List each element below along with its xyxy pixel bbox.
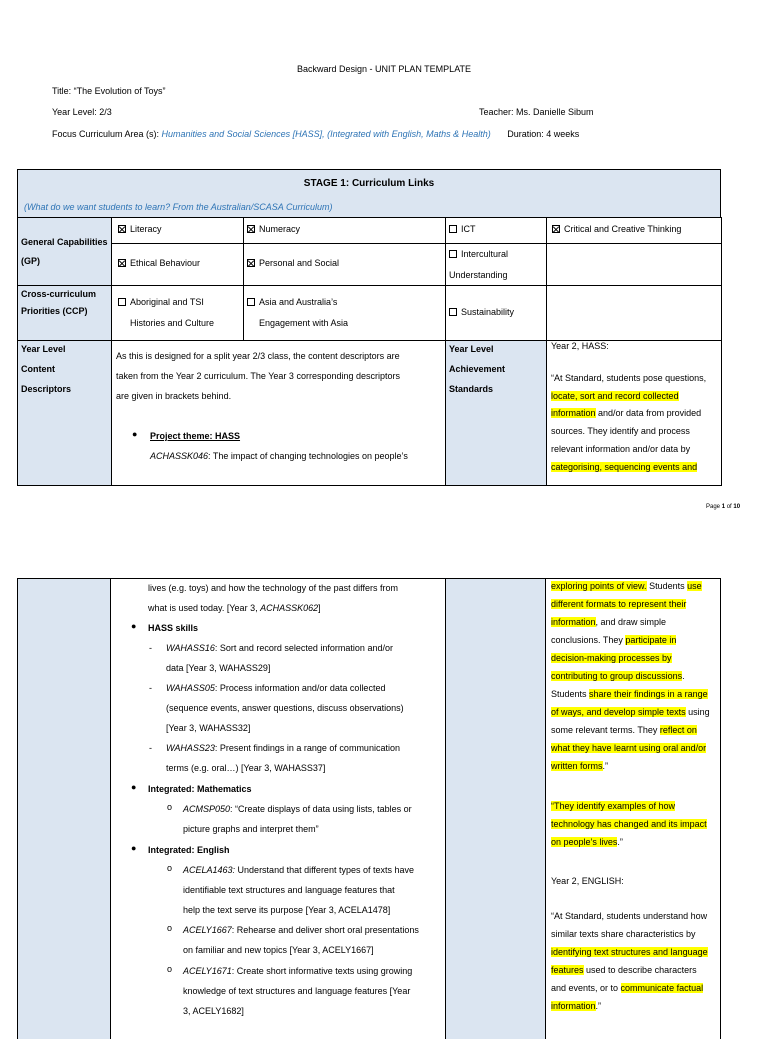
gp-critical-label: Critical and Creative Thinking [564,224,682,234]
circle-bullet-icon: o [167,964,173,974]
ylas-label [446,341,547,486]
std-highlight: different formats to represent their [551,599,687,609]
std-highlight: participate in [625,635,677,645]
bullet-icon: ● [132,429,138,439]
focus-value: Humanities and Social Sciences [HASS], (Integrated with English, Maths & Health) [161,129,491,139]
std-line: relevant information and/or data by [551,444,691,454]
ylcd-line3: Descriptors [21,384,72,394]
std-text: .” [602,761,609,771]
stage-header [17,169,721,217]
std-highlight: what they have learnt using oral and/or [551,743,707,753]
achassk-line [150,451,408,461]
page-total: 10 [733,504,741,510]
content-line: picture graphs and interpret them” [183,824,319,834]
content-line [166,683,385,693]
bullet-icon: ● [131,843,137,853]
ccp-atsi-label: Aboriginal and TSI [130,297,204,307]
ylcd-label [18,341,112,486]
std-highlight: communicate factual [620,983,704,993]
unit-title: Title: “The Evolution of Toys” [52,86,166,96]
content-code: ACELY1671 [183,966,232,976]
content-code: WAHASS16 [166,643,215,653]
ccp-empty [547,286,722,341]
content-line: As this is designed for a split year 2/3 class, the content descriptors are [116,351,400,361]
gp-personal[interactable] [244,244,446,286]
dash-icon: - [149,683,152,693]
std-highlight: technology has changed and its impact [551,819,707,829]
focus-area [52,129,579,139]
std-line [551,391,679,401]
std-text: conclusions. They [551,635,626,645]
content-code: WAHASS05 [166,683,215,693]
content-line [183,865,414,875]
content-code: ACELY1667 [183,925,232,935]
page-label: Page [706,504,721,510]
std-line [551,1001,601,1011]
content-line: help the text serve its purpose [Year 3, ACELA1478] [183,905,391,915]
gp-ethical[interactable] [112,244,244,286]
gp-label-line2: (GP) [21,256,40,266]
achassk-code: ACHASSK046 [150,451,209,461]
std-line: “At Standard, students pose questions, [551,373,707,383]
content-line: (sequence events, answer questions, discuss observations) [166,703,404,713]
gp-numeracy-label: Numeracy [259,224,301,234]
content-text: : Create short informative texts using growing [231,966,413,976]
std-highlight: identifying text structures and language [551,947,708,957]
ccp-asia[interactable] [244,286,446,341]
std-highlight: on people’s lives [551,837,618,847]
std-line [551,965,697,975]
hass-skills-heading: HASS skills [148,623,199,633]
dash-icon: - [149,643,152,653]
unchecked-box-icon[interactable] [247,298,255,306]
content-line [183,966,412,976]
content-text: what is used today. [Year 3, [148,603,261,613]
std-highlight: information [551,617,596,627]
gp-label-line1: General Capabilities [21,237,108,247]
content-text: : Sort and record selected information and/or [214,643,393,653]
unchecked-box-icon[interactable] [449,250,457,258]
duration: Duration: 4 weeks [507,129,580,139]
std-highlight: features [551,965,584,975]
content-line [183,804,412,814]
ylas-label-continued [445,579,546,1039]
circle-bullet-icon: o [167,923,173,933]
std-highlight: exploring points of view. [551,581,647,591]
std-highlight: locate, sort and record collected [551,391,679,401]
std-highlight: reflect on [659,725,697,735]
content-line [166,743,400,753]
gp-ethical-label: Ethical Behaviour [130,258,201,268]
content-code: ACHASSK062 [260,603,319,613]
std-text: . [682,671,685,681]
std-highlight: information [551,408,596,418]
bullet-icon: ● [131,782,137,792]
gp-literacy[interactable] [112,218,244,244]
std-line [551,947,708,957]
content-text: ] [318,603,321,613]
std-text: and/or data from provided [595,408,702,418]
std-line [551,408,701,418]
ylas-line3: Standards [449,384,494,394]
achassk-text: : The impact of changing technologies on people’s [208,451,408,461]
document-title: Backward Design - UNIT PLAN TEMPLATE [296,64,472,74]
gp-literacy-label: Literacy [130,224,162,234]
std-line [551,617,666,627]
content-line: are given in brackets behind. [116,391,232,401]
continued-table [17,578,721,1039]
content-text: : Rehearse and deliver short oral presentations [231,925,419,935]
ccp-label-line2: Priorities (CCP) [21,306,88,316]
gp-ict-label: ICT [461,224,476,234]
std-highlight: written forms [551,761,603,771]
page-of: of [726,504,732,510]
std-text: .” [617,837,623,847]
ccp-label-line1: Cross-curriculum [21,289,97,299]
content-code: ACELA1463: [183,865,236,875]
content-line: terms (e.g. oral…) [Year 3, WAHASS37] [166,763,326,773]
content-text: : “Create displays of data using lists, tables or [230,804,412,814]
content-line [148,603,321,613]
content-line: lives (e.g. toys) and how the technology of the past differs from [148,583,398,593]
content-line: [Year 3, WAHASS32] [166,723,251,733]
std-text: , and draw simple [595,617,667,627]
ccp-asia-label: Asia and Australia’s [259,297,338,307]
std-line [551,671,685,681]
content-line: on familiar and new topics [Year 3, ACELY1667] [183,945,374,955]
std-text: .” [595,1001,602,1011]
std-text: some relevant terms. They [551,725,660,735]
stage-title: STAGE 1: Curriculum Links [303,178,435,189]
std-text: used to describe characters [583,965,697,975]
english-standard-head: Year 2, ENGLISH: [551,876,624,886]
teacher-name: Teacher: Ms. Danielle Sibum [479,107,594,117]
std-highlight: contributing to group discussions [551,671,683,681]
checked-box-icon[interactable] [552,225,560,233]
ccp-asia-label-2: Engagement with Asia [259,318,349,328]
std-line [551,725,697,735]
bullet-icon: ● [131,621,137,631]
content-line: data [Year 3, WAHASS29] [166,663,271,673]
ylcd-label-continued [17,579,111,1039]
gp-ict[interactable] [446,218,547,244]
std-line [551,983,703,993]
project-theme: Project theme: HASS [150,431,241,441]
content-line [183,925,419,935]
std-line [551,707,710,717]
gp-critical[interactable] [547,218,722,244]
std-line: sources. They identify and process [551,426,690,436]
std-line [551,599,686,609]
std-line [551,581,702,591]
ccp-sustain[interactable] [446,286,547,341]
gp-intercultural-label-2: Understanding [449,270,508,280]
std-line: “At Standard, students understand how [551,911,708,921]
checked-box-icon[interactable] [247,259,255,267]
content-line: taken from the Year 2 curriculum. The Year 3 corresponding descriptors [116,371,400,381]
std-head: Year 2, HASS: [551,341,609,351]
circle-bullet-icon: o [167,802,173,812]
std-highlight: information [551,1001,596,1011]
std-line [551,689,708,699]
content-line: knowledge of text structures and language features [Year [183,986,411,996]
content-text: : Process information and/or data collected [214,683,386,693]
stage-subtitle: (What do we want students to learn? From the Australian/SCASA Curriculum) [24,202,333,212]
content-text: : Present findings in a range of communication [214,743,400,753]
table-right-border [720,579,721,1039]
std-text: Students [551,689,590,699]
content-text: Understand that different types of texts have [235,865,414,875]
checked-box-icon[interactable] [118,259,126,267]
ylcd-line2: Content [21,364,55,374]
std-highlight: of ways, and develop simple texts [551,707,686,717]
content-descriptors [112,341,446,486]
checked-box-icon[interactable] [118,225,126,233]
content-code: ACMSP050 [183,804,231,814]
unchecked-box-icon[interactable] [449,308,457,316]
std-highlight: share their findings in a range [589,689,708,699]
achievement-standards [547,341,722,486]
std-highlight: “They identify examples of how [551,801,676,811]
ccp-atsi-label-2: Histories and Culture [130,318,215,328]
checked-box-icon[interactable] [247,225,255,233]
ylas-line1: Year Level [449,344,494,354]
std-highlight: decision-making processes by [551,653,672,663]
std-line [551,761,608,771]
std-line [551,837,623,847]
ylas-line2: Achievement [449,364,506,374]
std-text: using [685,707,710,717]
english-heading: Integrated: English [148,845,230,855]
std-text: Students [646,581,688,591]
gp-empty [547,244,722,286]
curriculum-table [17,217,722,486]
std-line [551,653,672,663]
std-line [551,635,676,645]
std-line [551,743,706,753]
unchecked-box-icon[interactable] [449,225,457,233]
year-level: Year Level: 2/3 [52,107,112,117]
ccp-atsi[interactable] [112,286,244,341]
ccp-label [18,286,112,341]
content-line [166,643,393,653]
page-current: 1 [721,504,726,510]
std-highlight: categorising, sequencing events and [551,462,698,472]
content-code: WAHASS23 [166,743,215,753]
focus-label: Focus Curriculum Area (s): [52,129,160,139]
content-line: 3, ACELY1682] [183,1006,244,1016]
std-line [551,462,697,472]
page-number [706,504,740,510]
std-line [551,801,675,811]
gp-label [18,218,112,286]
content-line: identifiable text structures and language features that [183,885,395,895]
circle-bullet-icon: o [167,863,173,873]
gp-intercultural-label: Intercultural [461,249,509,259]
dash-icon: - [149,743,152,753]
ccp-sustain-label: Sustainability [461,307,515,317]
std-line [551,819,707,829]
gp-numeracy[interactable] [244,218,446,244]
std-line: similar texts share characteristics by [551,929,696,939]
maths-heading: Integrated: Mathematics [148,784,252,794]
unchecked-box-icon[interactable] [118,298,126,306]
ylcd-line1: Year Level [21,344,66,354]
gp-intercultural[interactable] [446,244,547,286]
std-highlight: use [687,581,702,591]
std-text: and events, or to [551,983,621,993]
gp-personal-label: Personal and Social [259,258,340,268]
